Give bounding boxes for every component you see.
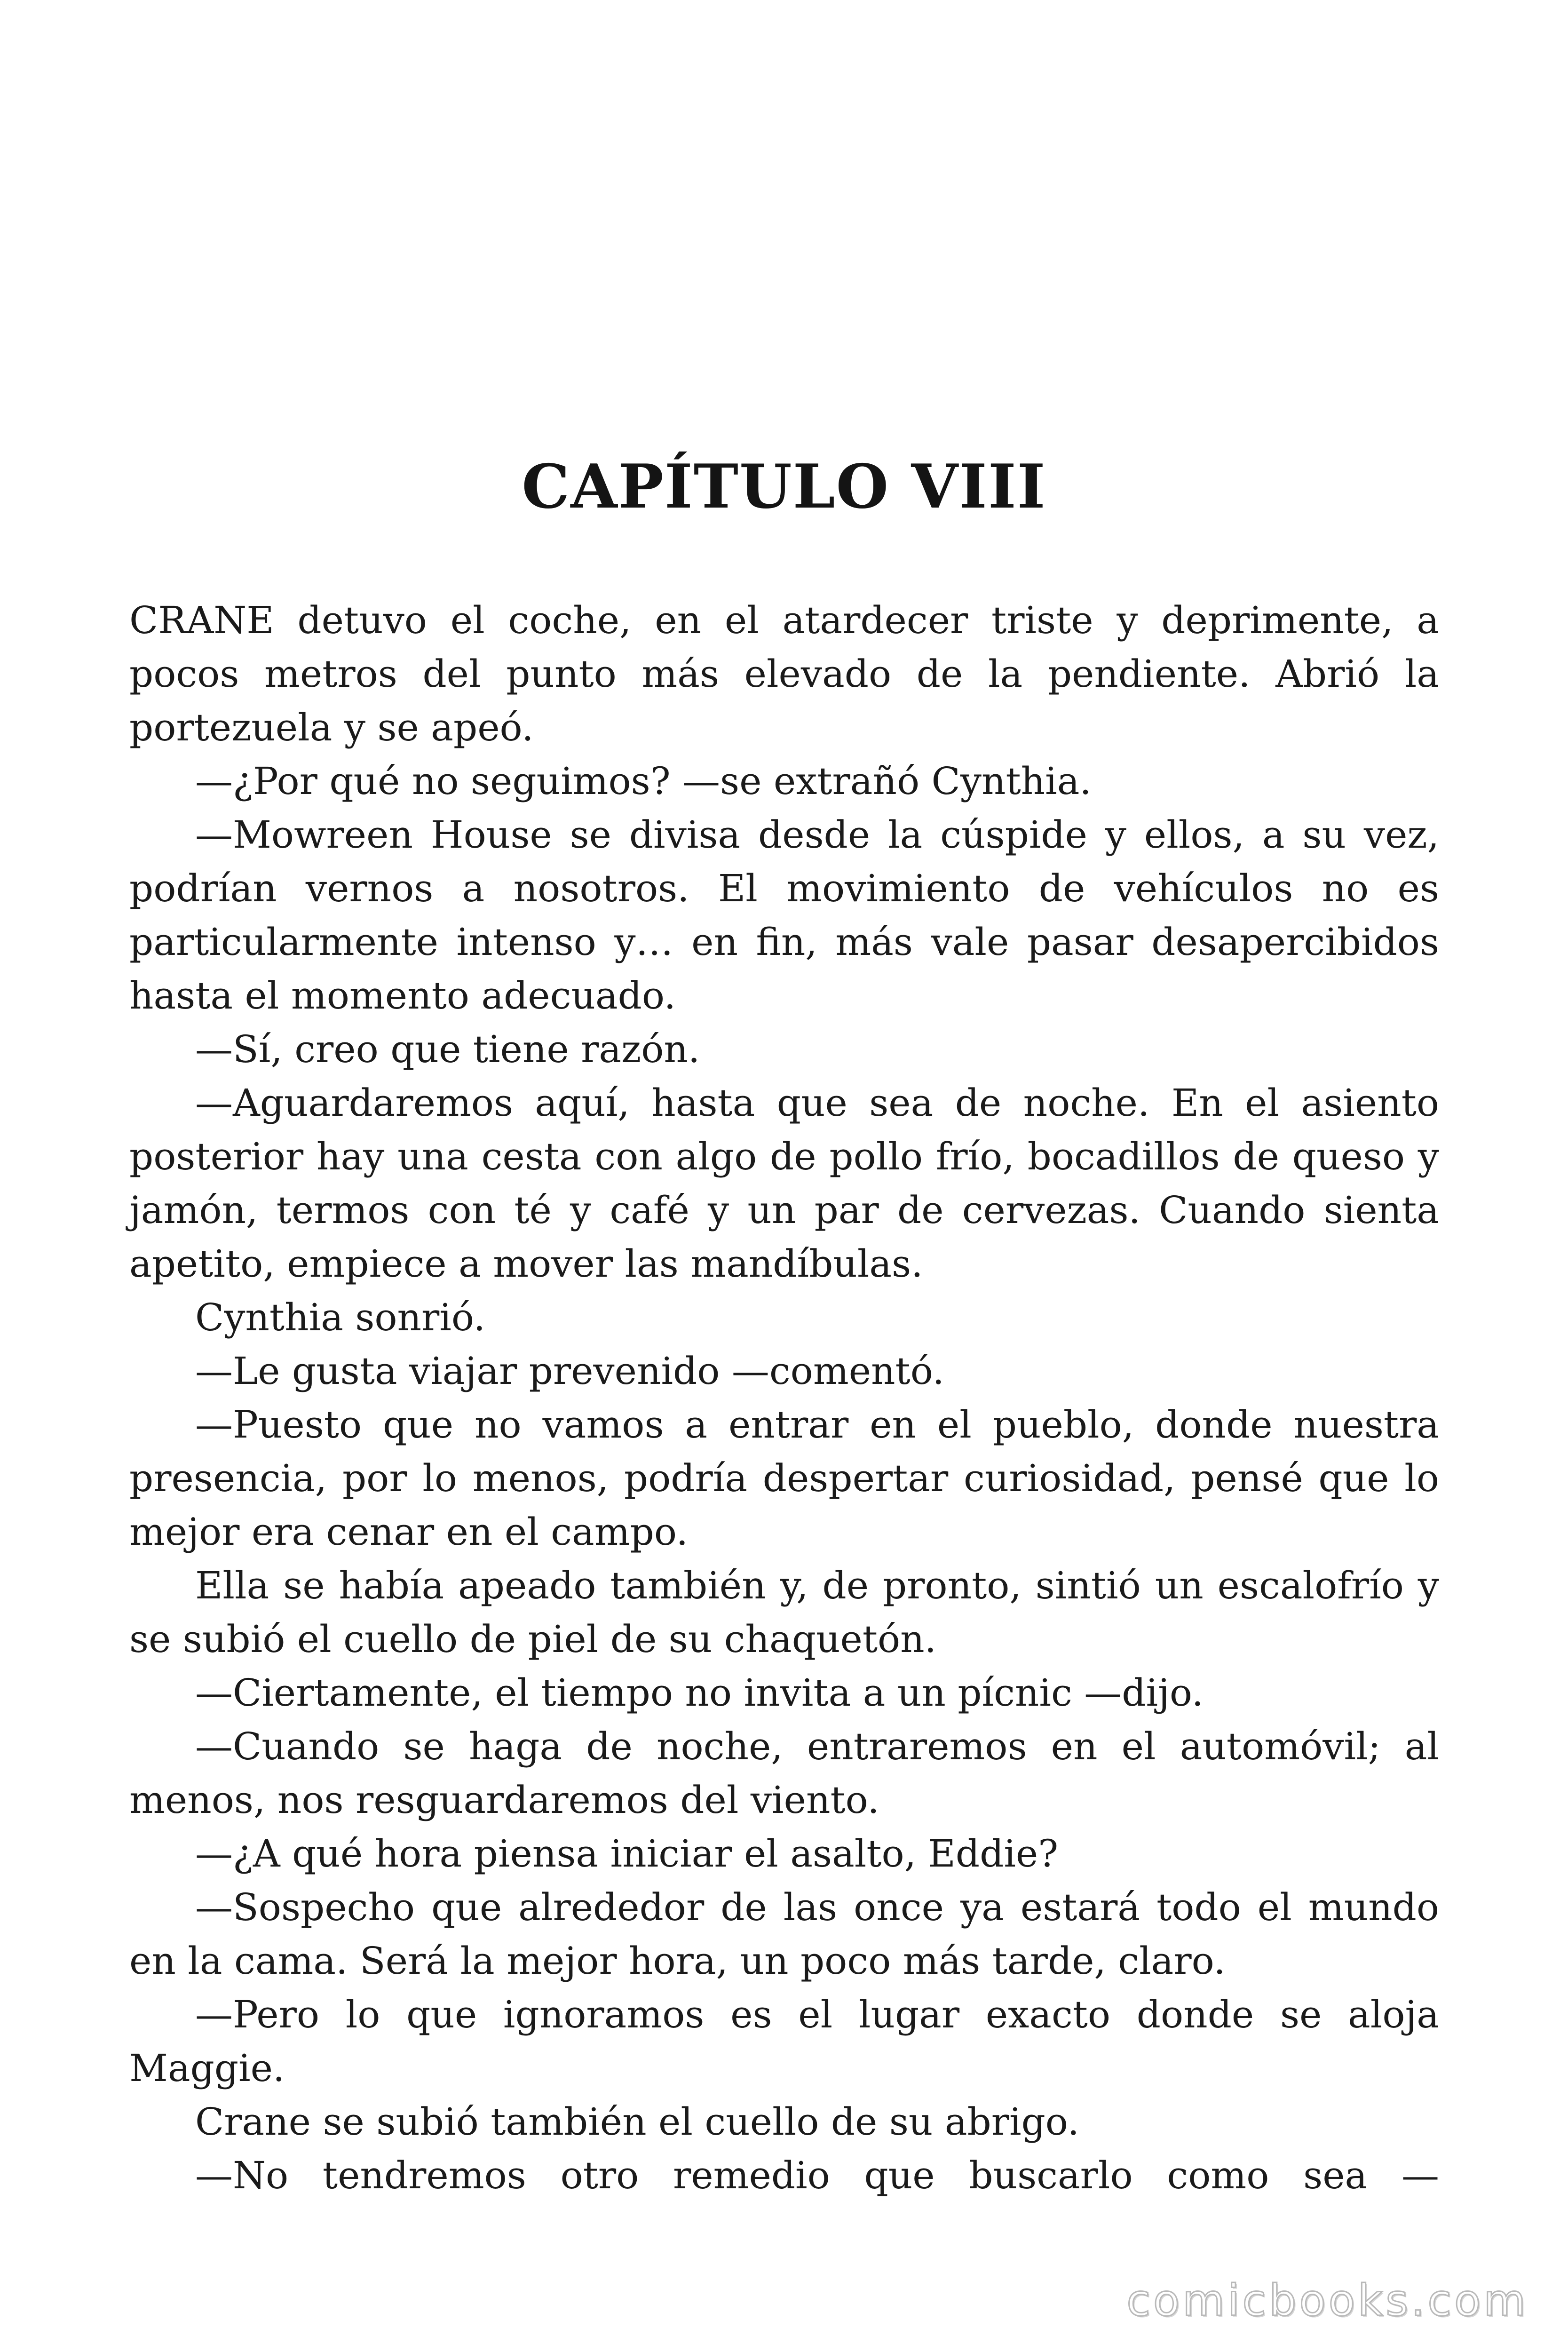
paragraph: CRANE detuvo el coche, en el atardecer triste y deprimente, a pocos metros del punto más elevado de la pendiente. Abrió la portezuela y se apeó. (129, 598, 1439, 749)
paragraph: Cynthia sonrió. (195, 1295, 486, 1339)
paragraph: —¿Por qué no seguimos? —se extrañó Cynthia. (195, 759, 1092, 803)
paragraph: —Ciertamente, el tiempo no invita a un pícnic —dijo. (195, 1671, 1204, 1715)
paragraph: —No tendremos otro remedio que buscarlo como sea — (195, 2153, 1439, 2197)
paragraph: Ella se había apeado también y, de pronto, sintió un escalofrío y se subió el cuello de piel de su chaquetón. (129, 1564, 1439, 1661)
chapter-title: CAPÍTULO VIII (522, 452, 1046, 522)
paragraph: —Pero lo que ignoramos es el lugar exacto donde se aloja Maggie. (129, 1993, 1439, 2090)
paragraph: —Cuando se haga de noche, entraremos en el automóvil; al menos, nos resguardaremos del viento. (129, 1724, 1439, 1822)
paragraph: —Sospecho que alrededor de las once ya estará todo el mundo en la cama. Será la mejor hora, un poco más tarde, claro. (129, 1885, 1439, 1983)
chapter-body (129, 594, 1439, 2202)
site-watermark: comicbooks.com (1126, 2275, 1528, 2326)
paragraph: —Puesto que no vamos a entrar en el pueblo, donde nuestra presencia, por lo menos, podría despertar curiosidad, pensé que lo mejor era cenar en el campo. (129, 1403, 1439, 1554)
paragraph: Crane se subió también el cuello de su abrigo. (195, 2100, 1079, 2144)
paragraph: —¿A qué hora piensa iniciar el asalto, Eddie? (195, 1832, 1059, 1875)
paragraph: —Aguardaremos aquí, hasta que sea de noche. En el asiento posterior hay una cesta con algo de pollo frío, bocadillos de queso y jamón, termos con té y café y un par de cervezas. Cuando sienta apetito, empiece a mover las mandíbulas. (129, 1081, 1439, 1286)
paragraph: —Sí, creo que tiene razón. (195, 1027, 700, 1071)
paragraph: —Le gusta viajar prevenido —comentó. (195, 1349, 944, 1393)
paragraph: —Mowreen House se divisa desde la cúspide y ellos, a su vez, podrían vernos a nosotros. El movimiento de vehículos no es particularmente intenso y… en fin, más vale pasar desapercibidos hasta el momento adecuado. (129, 813, 1439, 1017)
